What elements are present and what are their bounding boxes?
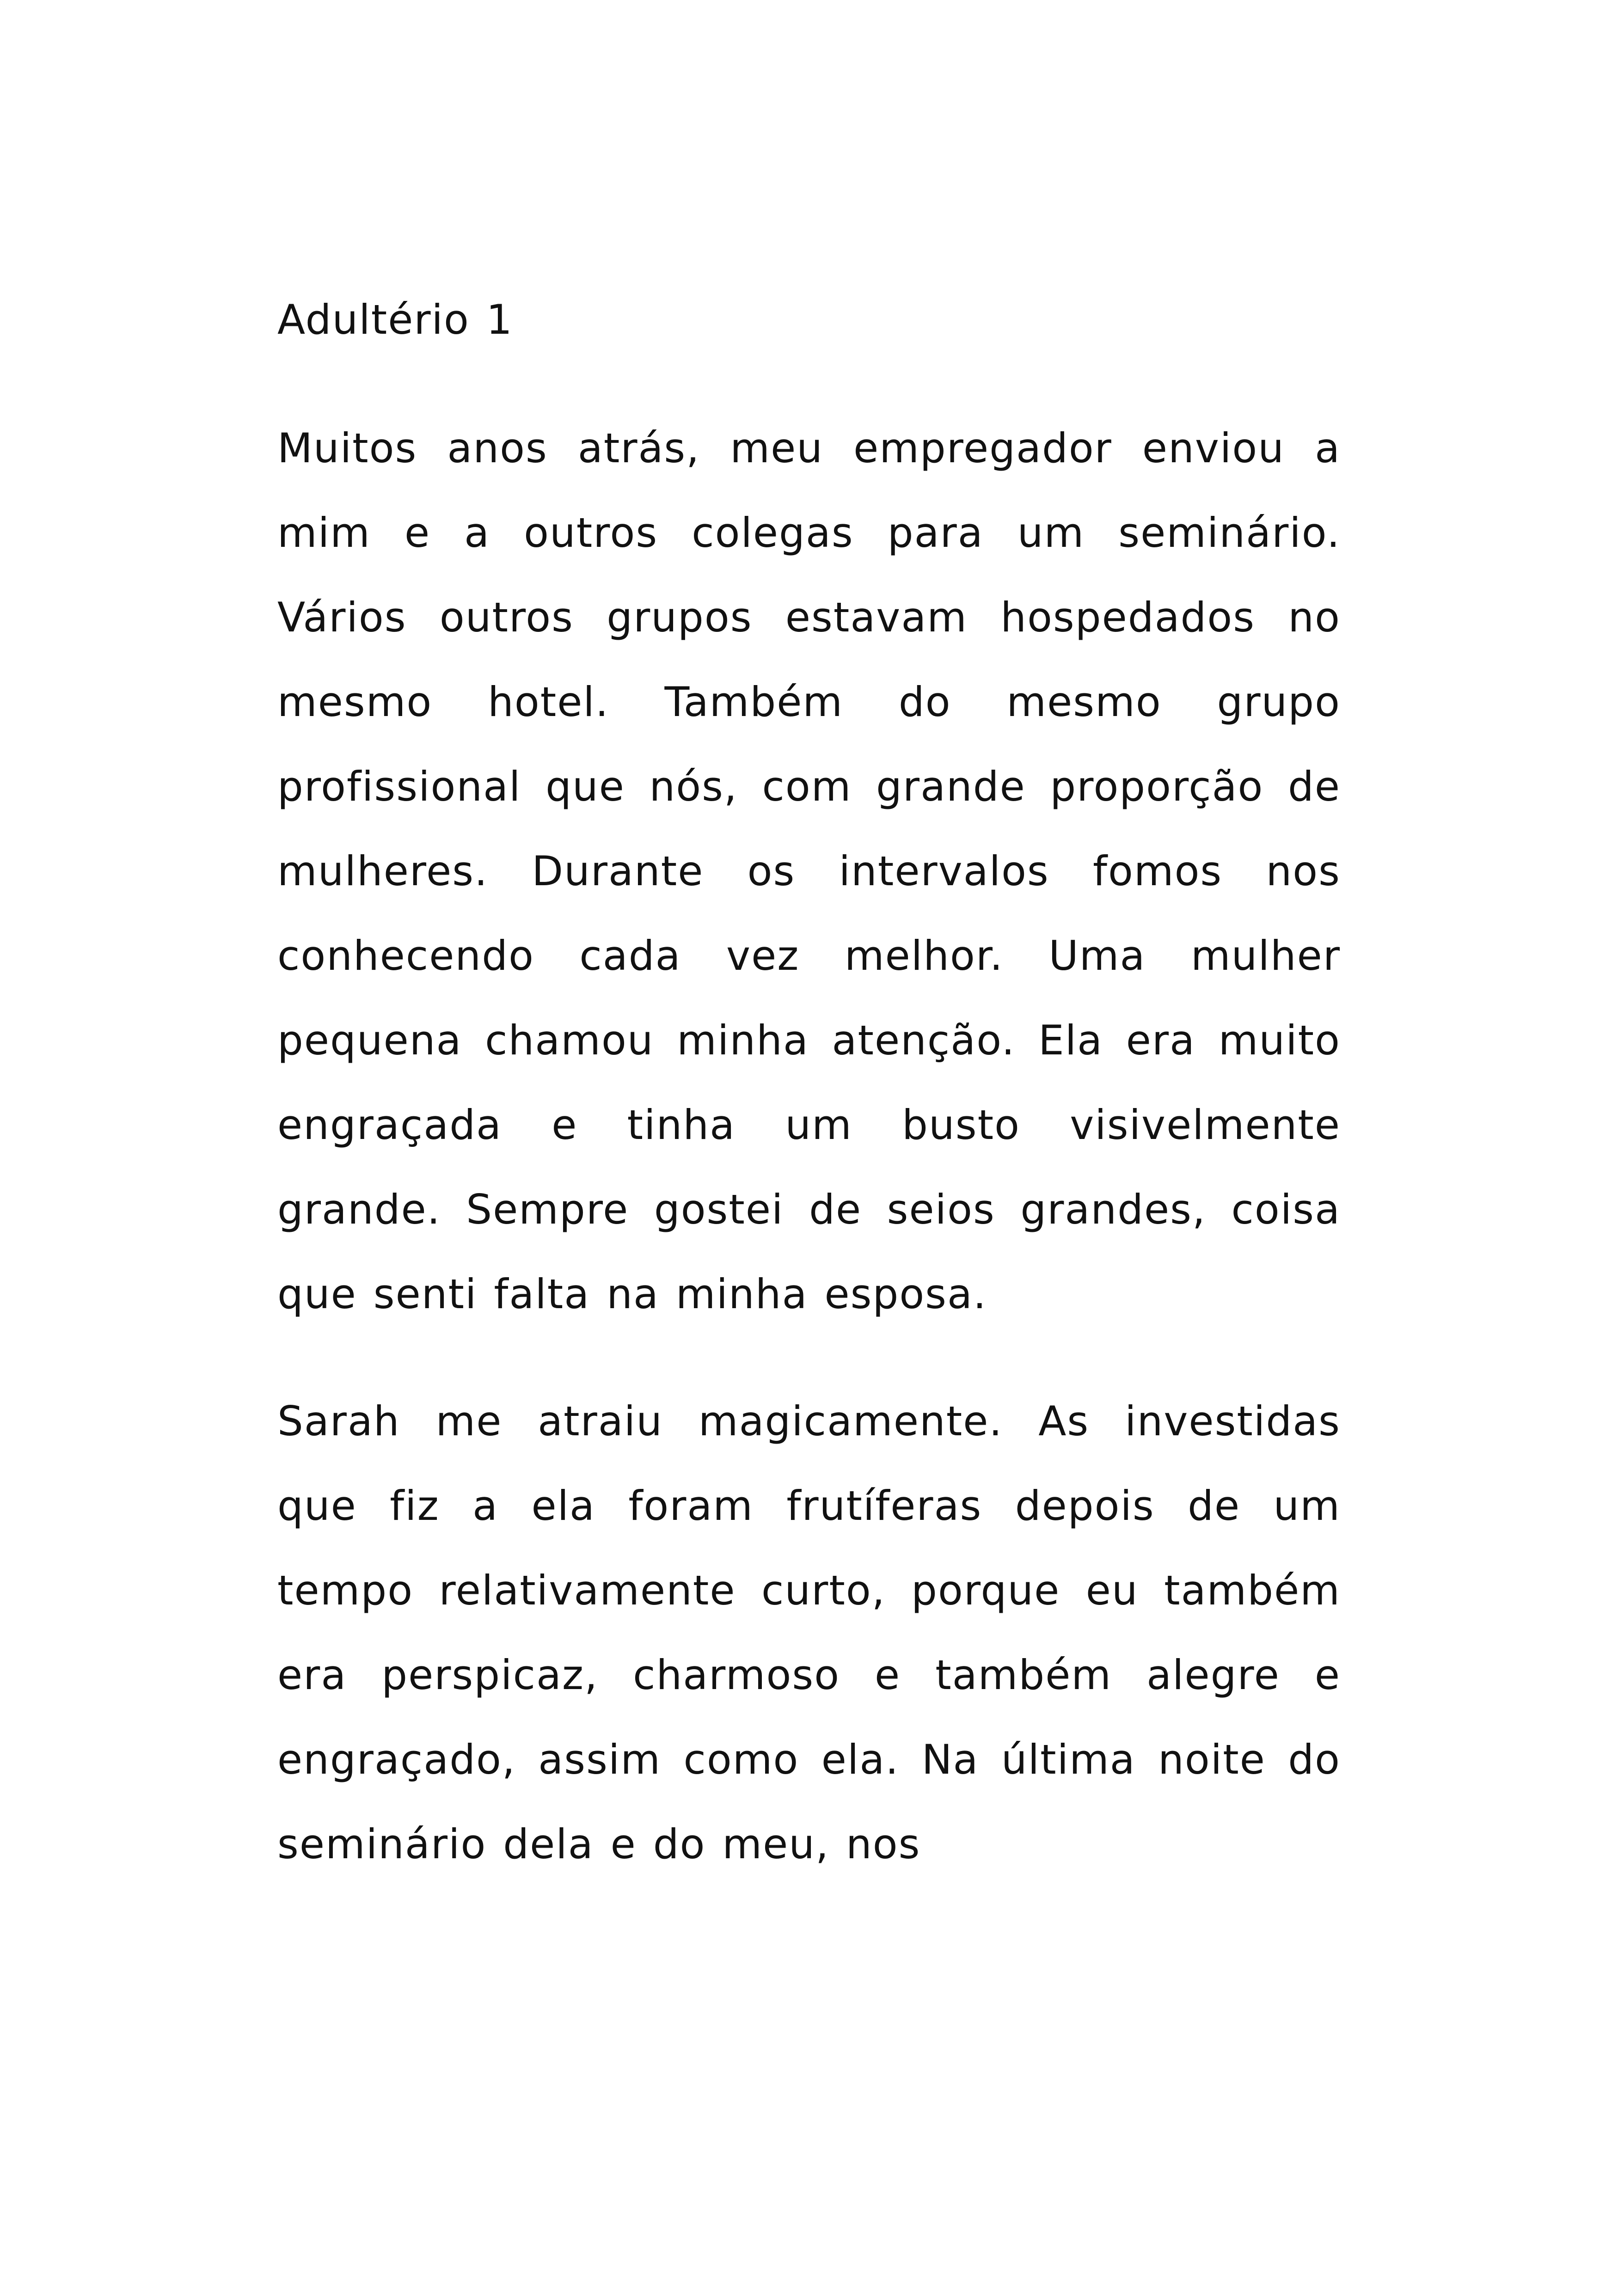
document-body xyxy=(277,277,1341,1886)
document-title: Adultério 1 xyxy=(277,296,513,343)
paragraph-2: Sarah me atraiu magicamente. As investidas que fiz a ela foram frutíferas depois de um tempo relativamente curto, porque eu também era perspicaz, charmoso e também alegre e engraçado, assim como ela. Na última noite do seminário dela e do meu, nos xyxy=(277,1397,1341,1868)
paragraph-1: Muitos anos atrás, meu empregador enviou a mim e a outros colegas para um seminário. Vários outros grupos estavam hospedados no mesmo hotel. Também do mesmo grupo profissional que nós, com grande proporção de mulheres. Durante os intervalos fomos nos conhecendo cada vez melhor. Uma mulher pequena chamou minha atenção. Ela era muito engraçada e tinha um busto visivelmente grande. Sempre gostei de seios grandes, coisa que senti falta na minha esposa. xyxy=(277,424,1341,1318)
